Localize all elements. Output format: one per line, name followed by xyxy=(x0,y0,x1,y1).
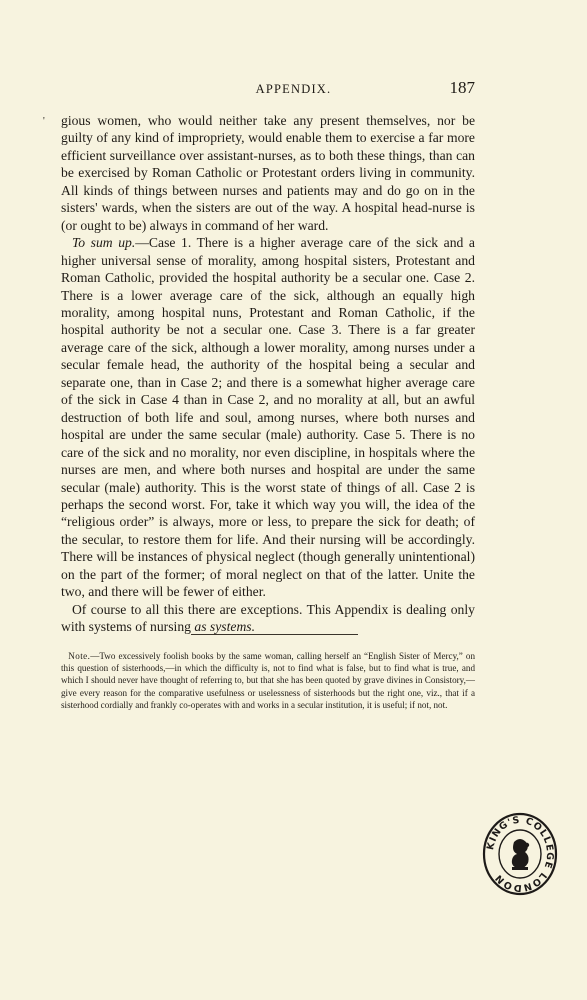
margin-mark: ' xyxy=(43,116,45,127)
footnote-rule xyxy=(191,634,358,635)
page-number: 187 xyxy=(449,78,475,97)
exceptions-text: Of course to all this there are exceptions. This Appendix is dealing only with systems of nursing xyxy=(61,601,475,635)
footnote-text: —Two excessively foolish books by the same woman, calling herself an “English Sister of Mercy,” on this question of sisterhoods,—in which the difficulty is, not to find what is false, but to find what is true, and which I should never have thought of referring to, but that she has been quoted by grave divines in Consistory,—give every reason for the comparative usefulness or uselessness of sisterhoods but the right one, viz., that if a sisterhood cordially and frankly co-operates with and works in a secular institution, it is useful; if not, not. xyxy=(61,651,475,710)
summary-lead: To sum up. xyxy=(71,235,136,251)
running-head-title: APPENDIX. xyxy=(255,82,332,96)
summary-text: —Case 1. There is a higher average care of the sick and a higher universal sense of morality, among hospital sisters, Protestant and Roman Catholic, provided the hospital authority be a secular one. Case 2. There is a lower average care of the sick, although an equally high morality, among hospital nuns, Protestant and Roman Catholic, if the hospital authority be not a secular one. Case 3. There is a far greater average care of the sick, although a lower morality, among nurses under a secular female head, the authority of the hospital being a secular and separate one, than in Case 2; and there is a somewhat higher average care of the sick in Case 4 than in Case 2, and no morality at all, but an awful destruction of both life and soul, among nurses, where both nurses and hospital are under the same secular (male) authority. Case 5. There is no care of the sick and no morality, nor even discipline, in hospitals where the nurses are men, and where both nurses and hospital are under the same secular (male) authority. This is the worst state of things of all. Case 2 is perhaps the second worst. For, take it which way you will, the idea of the “religious order” is always, more or less, to prepare the sick for death; of the secular, to restore them for life. And their nursing will be accordingly. There will be instances of physical neglect (though generally unintentional) on the part of the former; of moral neglect on that of the latter. Unite the two, and there will be fewer of either. xyxy=(61,235,475,600)
body-text xyxy=(61,112,475,636)
stamp-text: KING'S COLLEGE LONDON xyxy=(485,814,556,894)
footnote xyxy=(61,650,475,711)
paragraph-continuation: gious women, who would neither take any present themselves, nor be guilty of any kind of impropriety, would enable them to exercise a far more efficient surveillance over assistant-nurses, as to both these things, than can be exercised by Roman Catholic or Protestant orders living in community. All kinds of things between nurses and patients may and do go on in the sisters' wards, when the sisters are out of the way. A hospital head-nurse is (or ought to be) always in command of her ward. xyxy=(61,113,475,233)
footnote-label: Note. xyxy=(68,651,91,661)
paragraph-summary xyxy=(61,234,475,601)
paragraph-exceptions xyxy=(61,601,475,636)
running-head xyxy=(0,78,587,102)
exceptions-emphasis: as systems. xyxy=(194,619,256,635)
library-stamp-icon xyxy=(481,812,559,896)
